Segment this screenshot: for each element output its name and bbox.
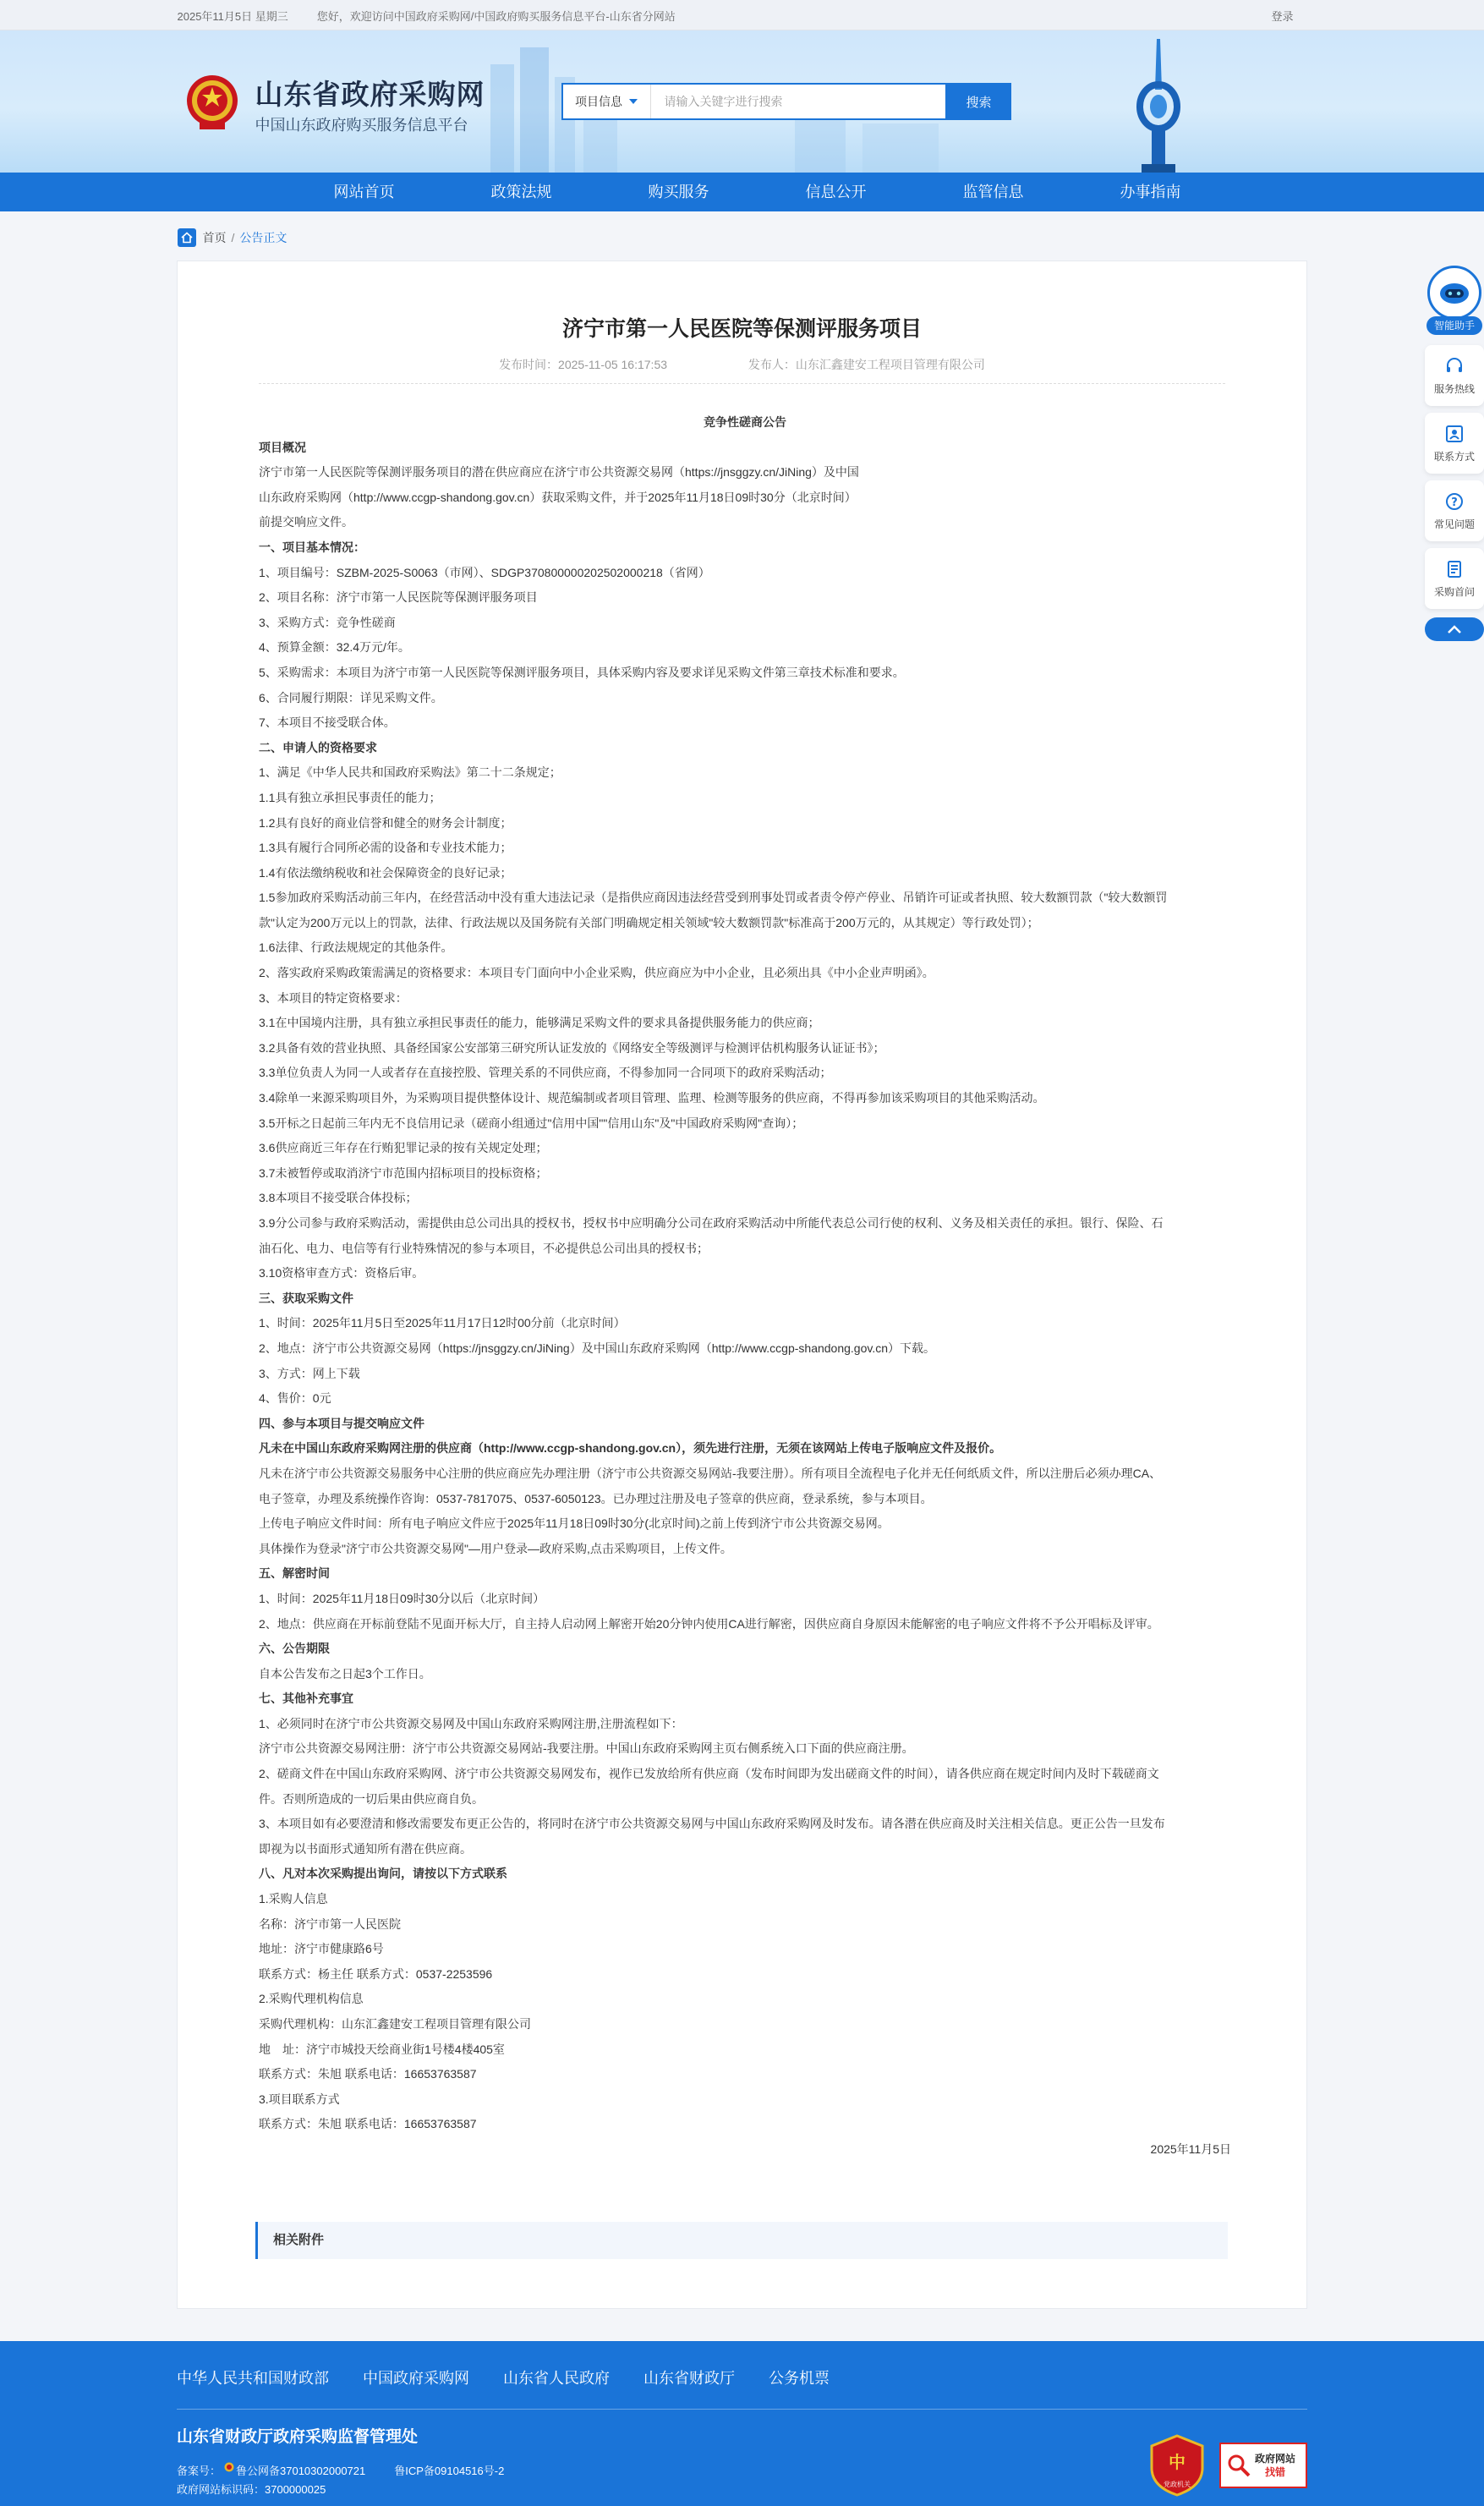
chevron-up-icon <box>1447 624 1462 634</box>
side-item-contact[interactable] <box>1425 413 1484 474</box>
article-line: 名称：济宁市第一人民医院 <box>259 1917 401 1931</box>
article-line: 凡未在济宁市公共资源交易服务中心注册的供应商应先办理注册（济宁市公共资源交易网站-我要注册）。所有项目全流程电子化并无任何纸质文件，所以注册后必须办理CA、 <box>259 1466 1162 1480</box>
breadcrumb-separator: / <box>231 231 235 244</box>
police-badge-icon <box>224 2462 234 2478</box>
site-code: 政府网站标识码：3700000025 <box>177 2483 326 2496</box>
article-line: 2、项目名称：济宁市第一人民医院等保测评服务项目 <box>259 590 538 605</box>
article-line: 3.6供应商近三年存在行贿犯罪记录的按有关规定处理； <box>259 1141 548 1155</box>
article-line: 七、其他补充事宜 <box>259 1692 353 1706</box>
publisher: 发布人：山东汇鑫建安工程项目管理有限公司 <box>747 358 985 371</box>
article-line: 1.6法律、行政法规规定的其他条件。 <box>259 940 453 955</box>
article-line: 1.4有依法缴纳税收和社会保障资金的良好记录； <box>259 865 512 880</box>
footer-link-shandong-finance[interactable]: 山东省财政厅 <box>643 2370 735 2387</box>
chevron-down-icon <box>629 99 638 104</box>
article-line: 3、本项目如有必要澄清和修改需要发布更正公告的，将同时在济宁市公共资源交易网与中国山东政府采购网及时发布。请各潜在供应商及时关注相关信息。更正公告一旦发布 <box>259 1817 1165 1831</box>
article-line: 油石化、电力、电信等有行业特殊情况的参与本项目，不必提供总公司出具的授权书； <box>259 1241 709 1255</box>
article-line: 1.1具有独立承担民事责任的能力； <box>259 790 441 804</box>
article-line: 3.9分公司参与政府采购活动，需提供由总公司出具的授权书，授权书中应明确分公司在政府采购活动中所能代表总公司行使的权利、义务及相关责任的承担。银行、保险、石 <box>259 1216 1164 1230</box>
article-line: 2、地点：济宁市公共资源交易网（https://jnsggzy.cn/JiNing）及中国山东政府采购网（http://www.ccgp-shandong.gov.cn）下载。 <box>259 1341 936 1355</box>
breadcrumb-home-link[interactable]: 首页 <box>202 231 227 244</box>
smart-assistant-button[interactable] <box>1425 262 1484 338</box>
article-line: 联系方式：朱旭 联系电话：16653763587 <box>259 2117 477 2131</box>
footer-links <box>177 2366 863 2388</box>
article-line: 3.5开标之日起前三年内无不良信用记录（磋商小组通过"信用中国""信用山东"及"中国政府采购网"查询）； <box>259 1116 804 1130</box>
article-line: 山东政府采购网（http://www.ccgp-shandong.gov.cn）获取采购文件，并于2025年11月18日09时30分（北京时间） <box>259 490 857 504</box>
breadcrumb-current: 公告正文 <box>239 231 287 244</box>
article-line: 款"认定为200万元以上的罚款，法律、行政法规以及国务院有关部门明确规定相关领域"较大数额罚款"标准高于200万元的，从其规定）等行政处罚）； <box>259 915 1039 929</box>
beian-label: 备案号： <box>177 2465 222 2477</box>
search-button[interactable]: 搜索 <box>947 83 1011 120</box>
login-link[interactable]: 登录 <box>1271 9 1294 23</box>
footer-divider <box>177 2409 1307 2410</box>
article-line: 即视为以书面形式通知所有潜在供应商。 <box>259 1841 472 1856</box>
contact-card-icon <box>1444 424 1465 444</box>
article-line: 2025年11月5日 <box>1150 2141 1231 2156</box>
side-item-faq[interactable] <box>1425 480 1484 541</box>
article-line: 具体操作为登录"济宁市公共资源交易网"—用户登录—政府采购,点击采购项目，上传文件。 <box>259 1541 732 1555</box>
article-line: 7、本项目不接受联合体。 <box>259 716 396 730</box>
article-line: 2、地点：供应商在开标前登陆不见面开标大厅，自主持人启动网上解密开始20分钟内使用CA进行解密，因供应商自身原因未能解密的电子响应文件将不予公开唱标及评审。 <box>259 1616 1159 1631</box>
article-line: 地址：济宁市健康路6号 <box>259 1942 384 1956</box>
article-line: 3.8本项目不接受联合体投标； <box>259 1191 418 1205</box>
landmark-sculpture-decoration <box>1116 39 1201 173</box>
article-line: 联系方式：杨主任 联系方式：0537-2253596 <box>259 1966 493 1981</box>
breadcrumb <box>178 211 1307 264</box>
article-line: 1、项目编号：SZBM-2025-S0063（市网）、SDGP370800000202502000218（省网） <box>259 565 710 579</box>
svg-text:中: 中 <box>1169 2452 1186 2472</box>
article-line: 件。否则所造成的一切后果由供应商自负。 <box>259 1791 484 1806</box>
article-line: 一、项目基本情况： <box>259 540 365 554</box>
article-line: 1.5参加政府采购活动前三年内，在经营活动中没有重大违法记录（是指供应商因违法经营受到刑事处罚或者责令停产停业、吊销许可证或者执照、较大数额罚款（"较大数额罚 <box>259 891 1168 905</box>
national-emblem-icon <box>184 70 240 133</box>
site-footer <box>0 2341 1484 2506</box>
document-icon <box>1444 559 1465 579</box>
article-line: 3、方式：网上下载 <box>259 1366 360 1380</box>
article-line: 地 址：济宁市城投天绘商业街1号楼4楼405室 <box>259 2042 505 2056</box>
article-line: 采购代理机构：山东汇鑫建安工程项目管理有限公司 <box>259 2017 531 2031</box>
party-gov-badge-icon[interactable] <box>1150 2434 1204 2497</box>
article-line: 6、合同履行期限：详见采购文件。 <box>259 690 443 705</box>
article-line: 1、必须同时在济宁市公共资源交易网及中国山东政府采购网注册,注册流程如下： <box>259 1716 683 1730</box>
article-line: 4、预算金额：32.4万元/年。 <box>259 640 410 655</box>
nav-item-info-disclosure[interactable]: 信息公开 <box>805 184 867 200</box>
footer-records <box>177 2462 533 2478</box>
article-line: 3.项目联系方式 <box>259 2092 340 2106</box>
article-line: 自本公告发布之日起3个工作日。 <box>259 1666 431 1681</box>
search-box <box>561 83 947 120</box>
article-line: 3.2具备有效的营业执照、具备经国家公安部第三研究所认证发放的《网络安全等级测评与检测评估机构服务认证证书》； <box>259 1040 885 1055</box>
error-report-line2: 找错 <box>1265 2466 1286 2478</box>
nav-item-purchase-service[interactable]: 购买服务 <box>648 184 709 200</box>
article-line: 济宁市第一人民医院等保测评服务项目的潜在供应商应在济宁市公共资源交易网（https://jnsggzy.cn/JiNing）及中国 <box>259 465 859 480</box>
side-float-toolbar <box>1425 262 1484 641</box>
article-line: 济宁市公共资源交易网注册：济宁市公共资源交易网站-我要注册。中国山东政府采购网主页右侧系统入口下面的供应商注册。 <box>259 1741 914 1756</box>
footer-link-ccgp[interactable]: 中国政府采购网 <box>363 2370 469 2387</box>
article-line: 3.3单位负责人为同一人或者存在直接控股、管理关系的不同供应商，不得参加同一合同项下的政府采购活动； <box>259 1066 832 1080</box>
article-line: 三、获取采购文件 <box>259 1291 353 1305</box>
error-report-line1: 政府网站 <box>1255 2453 1296 2465</box>
article-line: 3.7未被暂停或取消济宁市范围内招标项目的投标资格； <box>259 1165 548 1180</box>
welcome-text: 您好，欢迎访问中国政府采购网/中国政府购买服务信息平台-山东省分网站 <box>316 9 676 23</box>
gongan-record-link[interactable]: 鲁公网备37010302000721 <box>236 2465 366 2477</box>
article-line: 1.采购人信息 <box>259 1892 328 1906</box>
article-line: 电子签章，办理及系统操作咨询：0537-7817075、0537-6050123。已办理过注册及电子签章的供应商，登录系统，参与本项目。 <box>259 1491 933 1505</box>
footer-link-mof[interactable]: 中华人民共和国财政部 <box>177 2370 329 2387</box>
article-title: 济宁市第一人民医院等保测评服务项目 <box>561 317 922 341</box>
article-line: 2、落实政府采购政策需满足的资格要求：本项目专门面向中小企业采购，供应商应为中小企业，且必须出具《中小企业声明函》。 <box>259 966 934 980</box>
article-line: 3、本项目的特定资格要求： <box>259 990 408 1005</box>
article-meta <box>178 356 1306 373</box>
article-line: 4、售价：0元 <box>259 1391 331 1406</box>
article-line: 1、时间：2025年11月5日至2025年11月17日12时00分前（北京时间） <box>259 1316 626 1330</box>
site-subtitle: 中国山东政府购买服务信息平台 <box>255 117 468 134</box>
smart-assistant-label: 智能助手 <box>1427 316 1482 335</box>
article-line: 3.4除单一来源采购项目外，为采购项目提供整体设计、规范编制或者项目管理、监理、检测等服务的供应商，不得再参加该采购项目的其他采购活动。 <box>259 1091 1045 1105</box>
article-line: 3.1在中国境内注册，具有独立承担民事责任的能力，能够满足采购文件的要求具备提供服务能力的供应商； <box>259 1016 820 1030</box>
nav-item-policy[interactable]: 政策法规 <box>490 184 552 200</box>
article-line: 二、申请人的资格要求 <box>259 740 377 754</box>
side-item-hotline[interactable] <box>1425 345 1484 406</box>
nav-item-guide[interactable]: 办事指南 <box>1120 184 1181 200</box>
footer-org: 山东省财政厅政府采购监督管理处 <box>177 2428 419 2446</box>
article-line: 1、时间：2025年11月18日09时30分以后（北京时间） <box>259 1591 545 1605</box>
article-body <box>259 410 1231 2163</box>
article-line: 前提交响应文件。 <box>259 515 353 529</box>
main-nav <box>0 173 1484 211</box>
attachments-section: 相关附件 <box>255 2222 1228 2259</box>
current-date: 2025年11月5日 星期三 <box>177 9 288 23</box>
article-line: 1.3具有履行合同所必需的设备和专业技术能力； <box>259 841 512 855</box>
top-bar <box>0 0 1484 30</box>
footer-link-official-tickets[interactable]: 公务机票 <box>769 2370 830 2387</box>
article-line: 六、公告期限 <box>259 1642 330 1656</box>
article-line: 5、采购需求：本项目为济宁市第一人民医院等保测评服务项目，具体采购内容及要求详见采购文件第三章技术标准和要求。 <box>259 665 905 679</box>
article-line: 1、满足《中华人民共和国政府采购法》第二十二条规定； <box>259 765 561 780</box>
search-category-label: 项目信息 <box>575 95 622 108</box>
party-gov-badge-text: 党政机关 <box>1164 2481 1191 2488</box>
article-line: 四、参与本项目与提交响应文件 <box>259 1416 424 1430</box>
question-icon <box>1444 491 1465 512</box>
article-line: 3、采购方式：竞争性磋商 <box>259 615 396 629</box>
article-line: 3.10资格审查方式：资格后审。 <box>259 1266 424 1280</box>
gov-site-error-report-badge[interactable] <box>1219 2443 1307 2488</box>
article-line: 2、磋商文件在中国山东政府采购网、济宁市公共资源交易网发布，视作已发放给所有供应商（发布时间即为发出磋商文件的时间），请各供应商在规定时间内及时下载磋商文 <box>259 1767 1159 1781</box>
article-line: 联系方式：朱旭 联系电话：16653763587 <box>259 2067 477 2081</box>
side-item-label: 常见问题 <box>1433 518 1475 530</box>
article-line: 八、凡对本次采购提出询问，请按以下方式联系 <box>259 1867 507 1881</box>
back-to-top-button[interactable] <box>1425 617 1484 641</box>
side-item-label: 联系方式 <box>1433 450 1475 463</box>
side-item-first-inquiry[interactable] <box>1425 548 1484 609</box>
search-category-select[interactable] <box>563 85 651 118</box>
article-line: 凡未在中国山东政府采购网注册的供应商（http://www.ccgp-shandong.gov.cn），须先进行注册，无须在该网站上传电子版响应文件及报价。 <box>259 1441 1002 1456</box>
article-line: 1.2具有良好的商业信誉和健全的财务会计制度； <box>259 815 512 830</box>
nav-item-supervision[interactable]: 监管信息 <box>962 184 1024 200</box>
robot-icon <box>1427 266 1481 320</box>
svg-text:?: ? <box>1451 496 1458 509</box>
search-input[interactable] <box>651 95 945 108</box>
article-line: 项目概况 <box>259 440 306 454</box>
headset-icon <box>1444 356 1465 376</box>
article-line: 2.采购代理机构信息 <box>259 1992 364 2006</box>
article-line: 五、解密时间 <box>259 1566 330 1581</box>
error-report-text <box>1255 2452 1295 2479</box>
nav-item-home[interactable]: 网站首页 <box>333 184 395 200</box>
side-item-label: 采购首问 <box>1433 585 1475 598</box>
article-line: 上传电子响应文件时间：所有电子响应文件应于2025年11月18日09时30分(北京时间)之前上传到济宁市公共资源交易网。 <box>259 1516 890 1531</box>
article-card <box>177 260 1307 2309</box>
title-divider <box>259 383 1225 384</box>
home-icon[interactable] <box>178 228 196 247</box>
icp-record-link[interactable]: 鲁ICP备09104516号-2 <box>394 2465 505 2477</box>
article-line: 竞争性磋商公告 <box>704 415 786 429</box>
magnifier-icon <box>1226 2453 1251 2478</box>
publish-time: 发布时间：2025-11-05 16:17:53 <box>499 358 668 371</box>
site-header <box>0 30 1484 173</box>
site-title: 山东省政府采购网 <box>255 79 485 110</box>
footer-link-shandong-gov[interactable]: 山东省人民政府 <box>503 2370 610 2387</box>
side-item-label: 服务热线 <box>1433 382 1475 395</box>
